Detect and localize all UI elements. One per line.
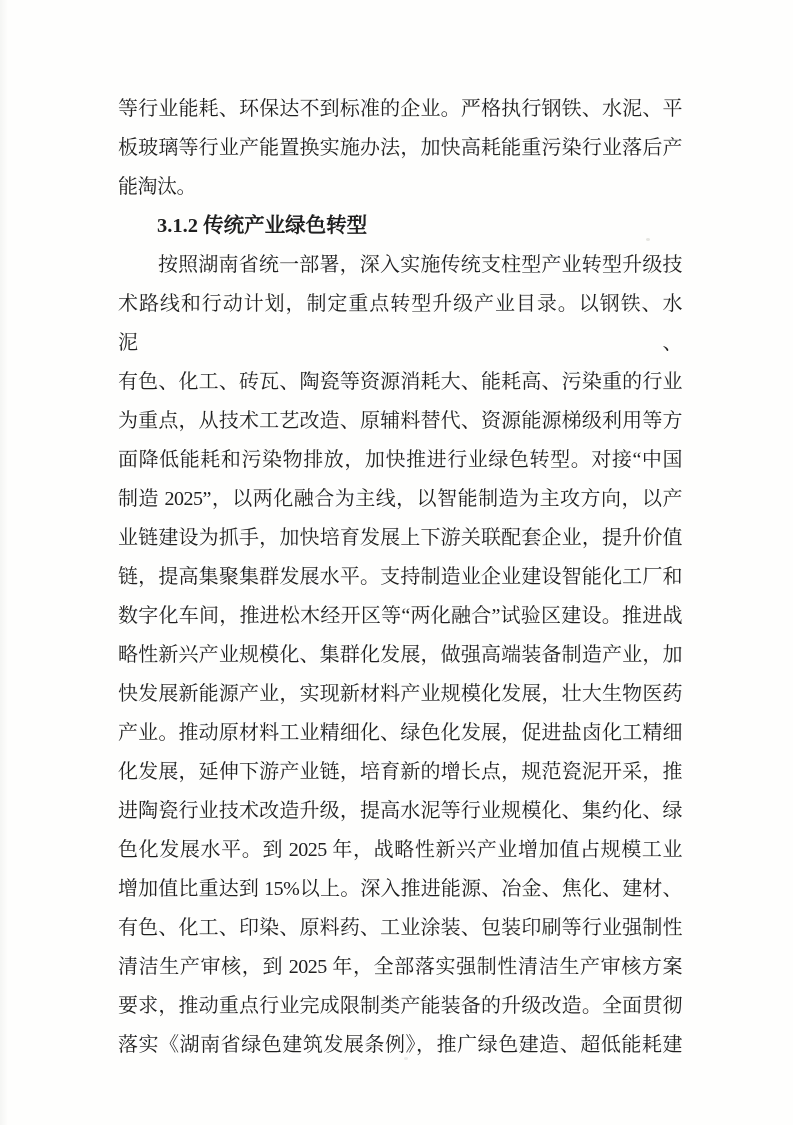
text-line: 业链建设为抓手，加快培育发展上下游关联配套企业，提升价值: [118, 527, 682, 549]
text-line: 清洁生产审核，到 2025 年，全部落实强制性清洁生产审核方案: [118, 956, 682, 978]
document-text-block: [118, 90, 682, 1065]
text-line: 有色、化工、砖瓦、陶瓷等资源消耗大、能耗高、污染重的行业: [118, 371, 682, 393]
text-line: 制造 2025”，以两化融合为主线，以智能制造为主攻方向，以产: [118, 488, 682, 510]
text-line: 等行业能耗、环保达不到标准的企业。严格执行钢铁、水泥、平: [118, 98, 682, 120]
paragraph-continued: [118, 90, 682, 207]
text-line: 按照湖南省统一部署，深入实施传统支柱型产业转型升级技: [158, 254, 682, 276]
text-line: 能淘汰。: [118, 176, 196, 198]
paragraph-main: [118, 246, 682, 1065]
text-line: 产业。推动原材料工业精细化、绿色化发展，促进盐卤化工精细: [118, 722, 682, 744]
text-line: 化发展，延伸下游产业链，培育新的增长点，规范瓷泥开采，推: [118, 761, 682, 783]
text-line: 术路线和行动计划，制定重点转型升级产业目录。以钢铁、水泥、: [118, 293, 682, 354]
text-line: 面降低能耗和污染物排放，加快推进行业绿色转型。对接“中国: [118, 449, 682, 471]
scan-edge-shading: [0, 0, 8, 1125]
text-line: 落实《湖南省绿色建筑发展条例》，推广绿色建造、超低能耗建: [118, 1034, 682, 1056]
text-line: 链，提高集聚集群发展水平。支持制造业企业建设智能化工厂和: [118, 566, 682, 588]
text-line: 色化发展水平。到 2025 年，战略性新兴产业增加值占规模工业: [118, 839, 682, 861]
text-line: 板玻璃等行业产能置换实施办法，加快高耗能重污染行业落后产: [118, 137, 682, 159]
text-line: 为重点，从技术工艺改造、原辅料替代、资源能源梯级利用等方: [118, 410, 682, 432]
text-line: 进陶瓷行业技术改造升级，提高水泥等行业规模化、集约化、绿: [118, 800, 682, 822]
text-line: 增加值比重达到 15%以上。深入推进能源、冶金、焦化、建材、: [118, 878, 682, 900]
text-line: 数字化车间，推进松木经开区等“两化融合”试验区建设。推进战: [118, 605, 682, 627]
text-line: 略性新兴产业规模化、集群化发展，做强高端装备制造产业，加: [118, 644, 682, 666]
text-line: 有色、化工、印染、原料药、工业涂装、包装印刷等行业强制性: [118, 917, 682, 939]
section-heading: 3.1.2 传统产业绿色转型: [157, 215, 368, 237]
text-line: 快发展新能源产业，实现新材料产业规模化发展，壮大生物医药: [118, 683, 682, 705]
text-line: 要求，推动重点行业完成限制类产能装备的升级改造。全面贯彻: [118, 995, 682, 1017]
